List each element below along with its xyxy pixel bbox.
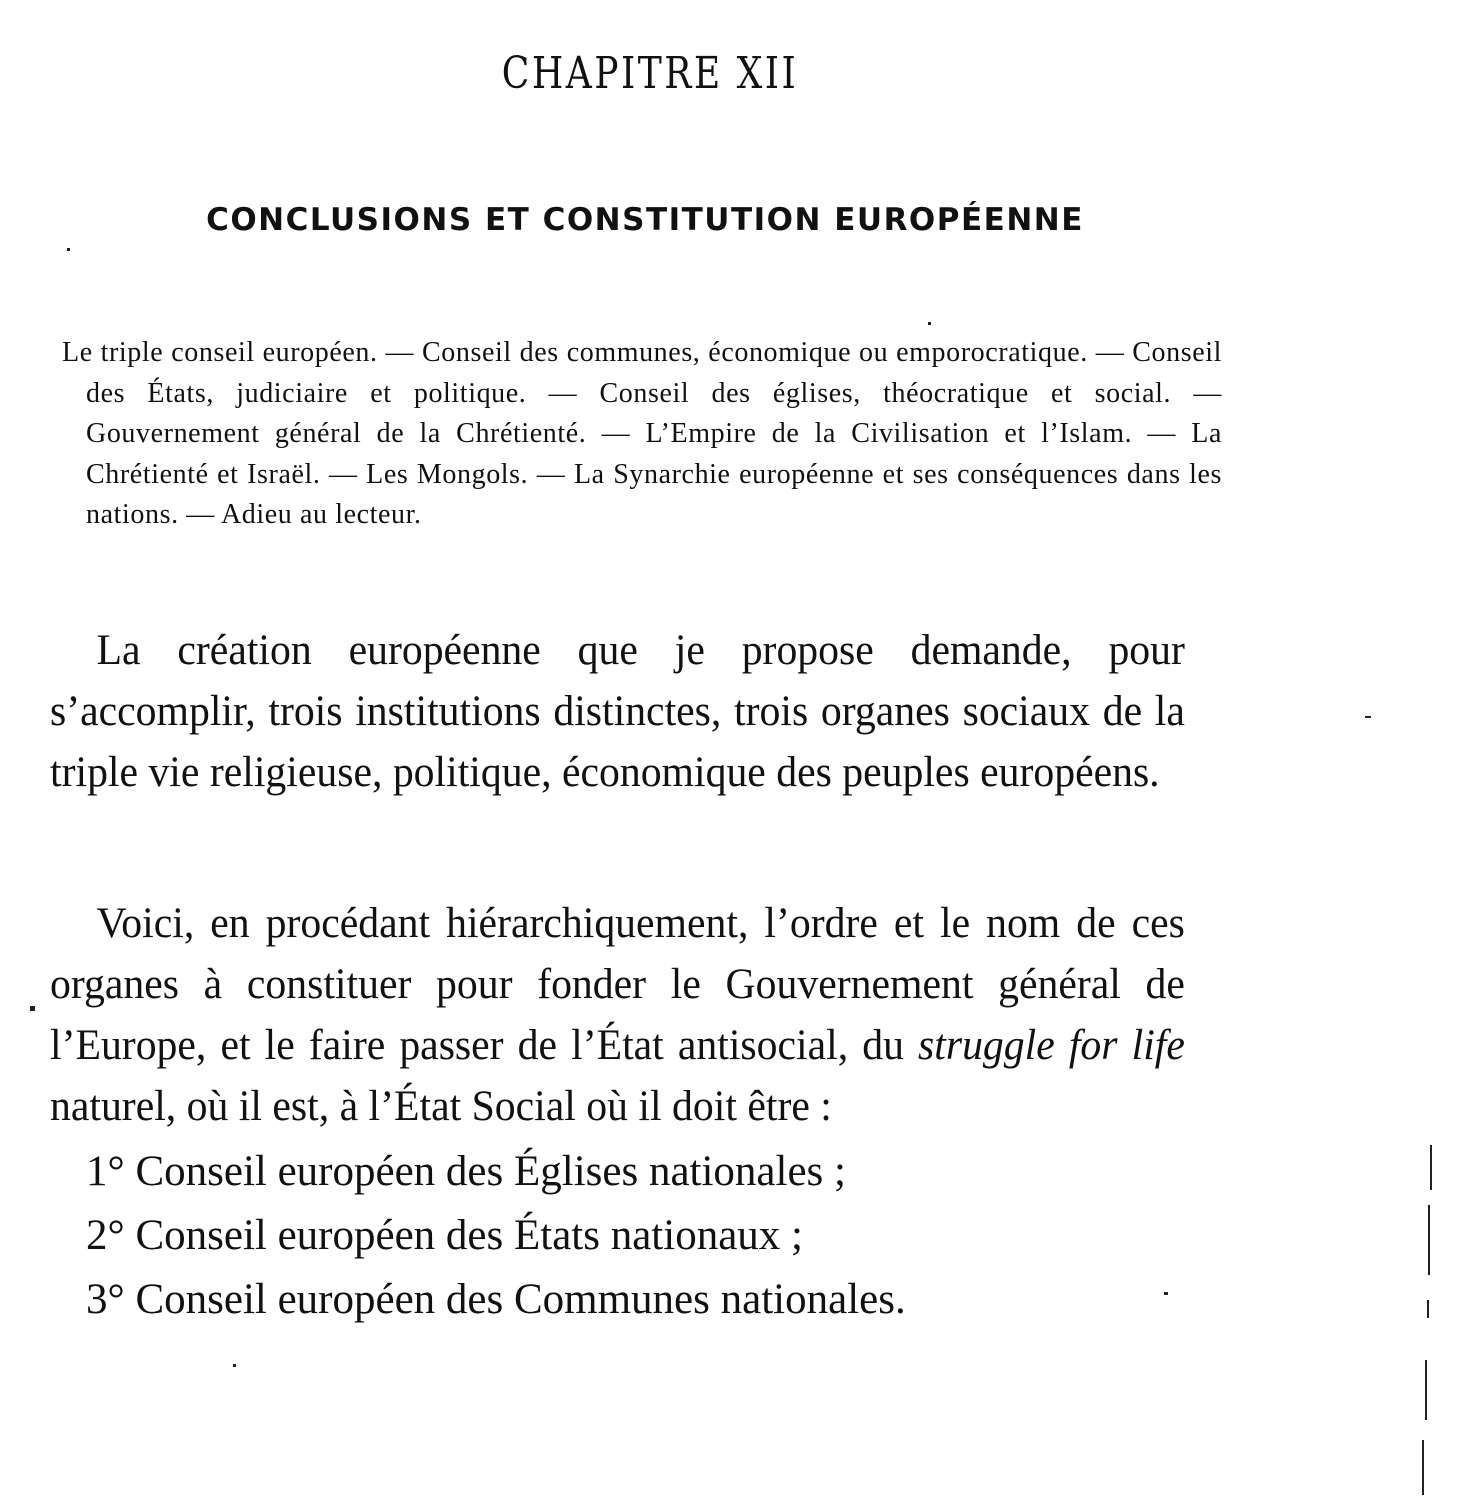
scan-speck xyxy=(928,322,931,325)
page-edge-line xyxy=(1430,1145,1432,1190)
scan-speck xyxy=(1164,1292,1168,1295)
council-list xyxy=(86,1140,906,1332)
council-item-1: 1° Conseil européen des Églises nationales ; xyxy=(86,1148,846,1195)
chapter-number: CHAPITRE XII xyxy=(501,48,799,99)
page-edge-line xyxy=(1428,1205,1430,1275)
paragraph-1 xyxy=(50,620,1185,803)
scan-speck xyxy=(1365,716,1371,718)
paragraph-2-text-end: naturel, où il est, à l’État Social où il doit être : xyxy=(50,1083,832,1130)
paragraph-1-text: La création européenne que je propose demande, pour s’accomplir, trois institutions distinctes, trois organes sociaux de la triple vie religieuse, politique, économique des peuples européens. xyxy=(50,627,1185,796)
paragraph-2-italic-phrase: struggle for life xyxy=(918,1022,1185,1069)
chapter-summary: Le triple conseil européen. — Conseil des communes, économique ou emporocratique. — Conseil des États, judiciaire et politique. — Conseil des églises, théocratique et social. — Gouvernement général de la Chrétienté. — L’Empire de la Civilisation et l’Islam. — La Chrétienté et Israël. — Les Mongols. — La Synarchie européenne et ses conséquences dans les nations. — Adieu au lecteur. xyxy=(62,337,1222,530)
page-edge-line xyxy=(1427,1300,1429,1318)
page-edge-line xyxy=(1422,1440,1424,1495)
chapter-title: CONCLUSIONS ET CONSTITUTION EUROPÉENNE xyxy=(206,202,1084,238)
council-item-3: 3° Conseil européen des Communes nationales. xyxy=(86,1276,906,1323)
paragraph-2 xyxy=(50,893,1185,1137)
scan-speck xyxy=(30,1006,35,1011)
scan-speck xyxy=(67,248,70,251)
council-item-2: 2° Conseil européen des États nationaux ; xyxy=(86,1212,803,1259)
scan-speck xyxy=(233,1364,236,1367)
page-edge-line xyxy=(1425,1360,1427,1420)
paragraph-2-text-start: Voici, en procédant hiérarchiquement, l’ordre et le nom de ces organes à constituer pour fonder le Gouvernement général de l’Europe, et le faire passer de l’État antisocial, du xyxy=(50,900,1185,1069)
